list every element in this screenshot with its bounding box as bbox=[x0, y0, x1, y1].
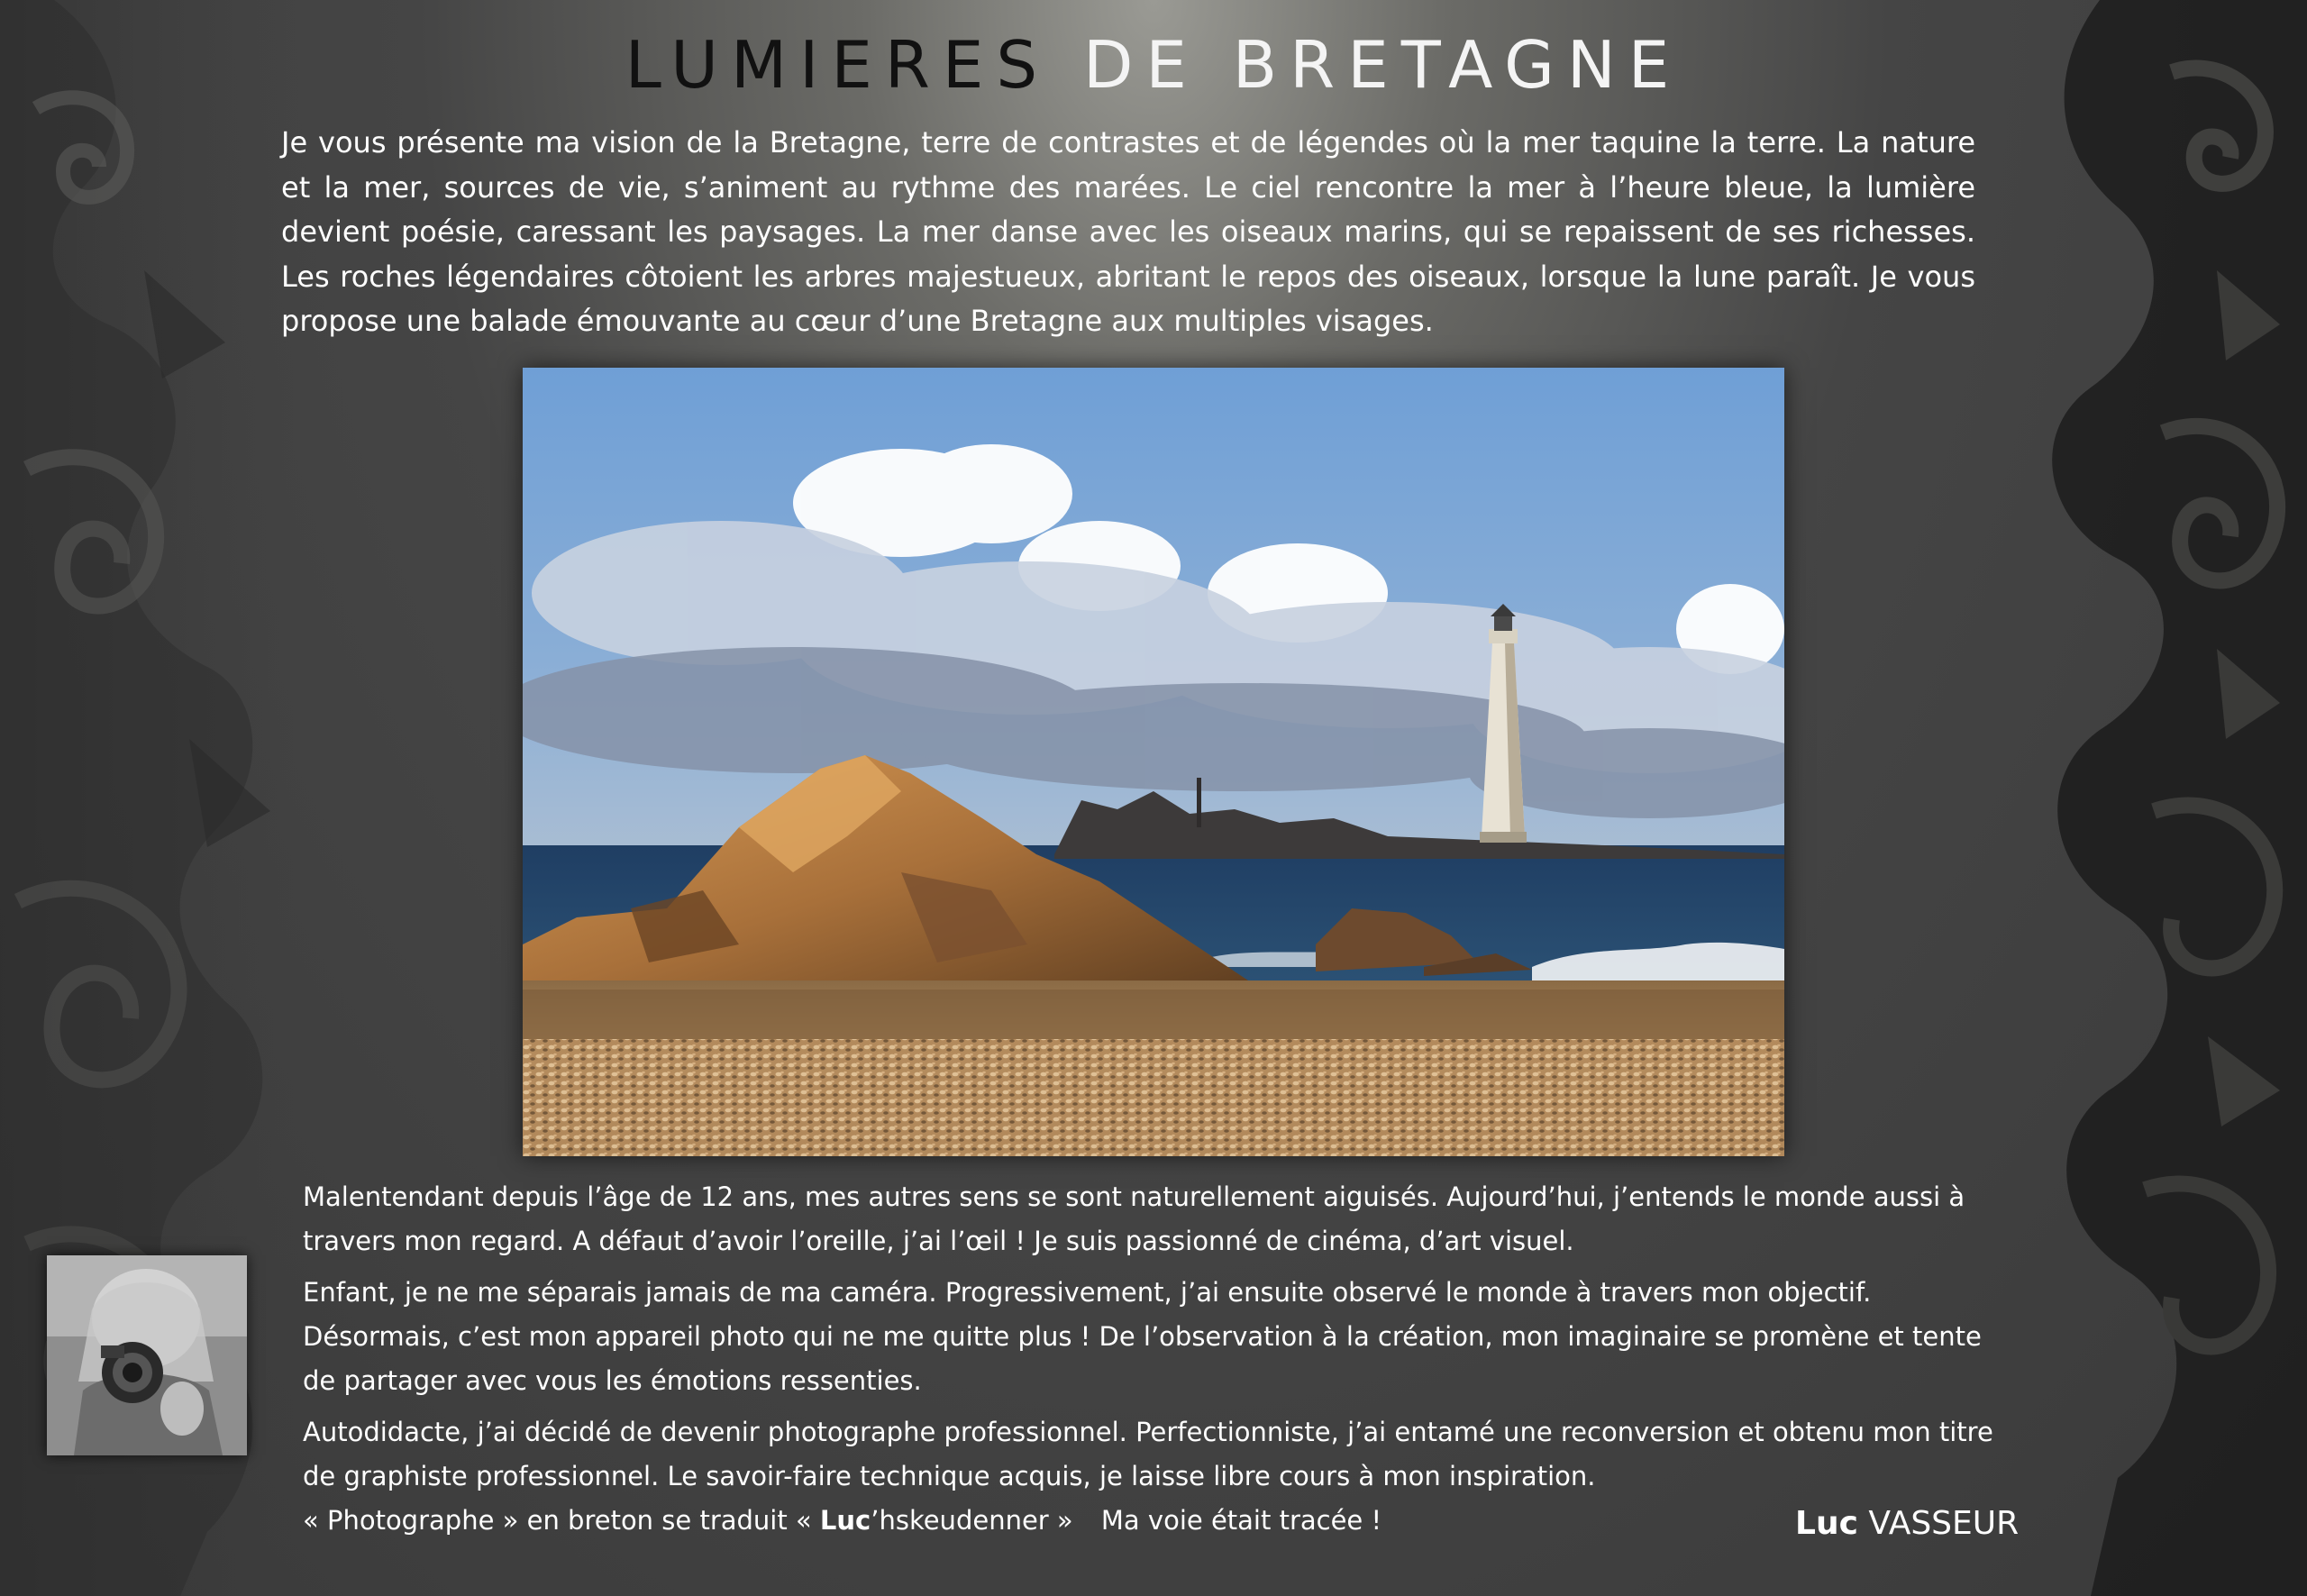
lighthouse-landscape-photo bbox=[523, 368, 1784, 1156]
quote-rest: ’hskeudenner » bbox=[871, 1505, 1073, 1536]
right-celtic-ornament bbox=[1992, 0, 2307, 1596]
signature-last-name: VASSEUR bbox=[1868, 1505, 2020, 1542]
quote-prefix: « Photographe » en breton se traduit « bbox=[303, 1505, 812, 1536]
quote-bold-luc: Luc bbox=[819, 1505, 871, 1536]
title-part-bretagne: DE BRETAGNE bbox=[1082, 27, 1682, 103]
title-part-lumieres: LUMIERES bbox=[625, 27, 1051, 103]
quote-end: Ma voie était tracée ! bbox=[1100, 1505, 1382, 1536]
signature bbox=[1795, 1505, 2019, 1542]
bio-paragraph-3-text: Autodidacte, j’ai décidé de devenir photographe professionnel. Perfectionniste, j’ai entamé une reconversion et obtenu mon titre de graphiste professionnel. Le savoir-faire technique acquis, je laisse libre cours à mon inspiration. bbox=[303, 1417, 1993, 1491]
page-title bbox=[0, 27, 2307, 103]
intro-paragraph: Je vous présente ma vision de la Bretagne, terre de contrastes et de légendes où la mer taquine la terre. La nature et la mer, sources de vie, s’animent au rythme des marées. Le ciel rencontre la mer à l’heure bleue, la lumière devient poésie, caressant les paysages. La mer danse avec les oiseaux marins, qui se repaissent de ses richesses. Les roches légendaires côtoient les arbres majestueux, abritant le repos des oiseaux, lorsque la lune paraît. Je vous propose une balade émouvante au cœur d’une Bretagne aux multiples visages. bbox=[281, 125, 1975, 338]
bio-paragraph-3 bbox=[303, 1410, 1997, 1543]
bio-paragraph-2: Enfant, je ne me séparais jamais de ma caméra. Progressivement, j’ai ensuite observé le monde à travers mon objectif. Désormais, c’est mon appareil photo qui ne me quitte plus ! De l’observation à la création, mon imaginaire se promène et tente de partager avec vous les émotions ressenties. bbox=[303, 1277, 1982, 1396]
photographer-portrait-photo bbox=[47, 1255, 247, 1455]
signature-first-name: Luc bbox=[1795, 1505, 1858, 1542]
biography bbox=[303, 1175, 1997, 1550]
bio-paragraph-1: Malentendant depuis l’âge de 12 ans, mes autres sens se sont naturellement aiguisés. Aujourd’hui, j’entends le monde aussi à travers mon regard. A défaut d’avoir l’oreille, j’ai l’œil ! Je suis passionné de cinéma, d’art visuel. bbox=[303, 1181, 1965, 1256]
breton-quote-line bbox=[303, 1505, 1381, 1536]
